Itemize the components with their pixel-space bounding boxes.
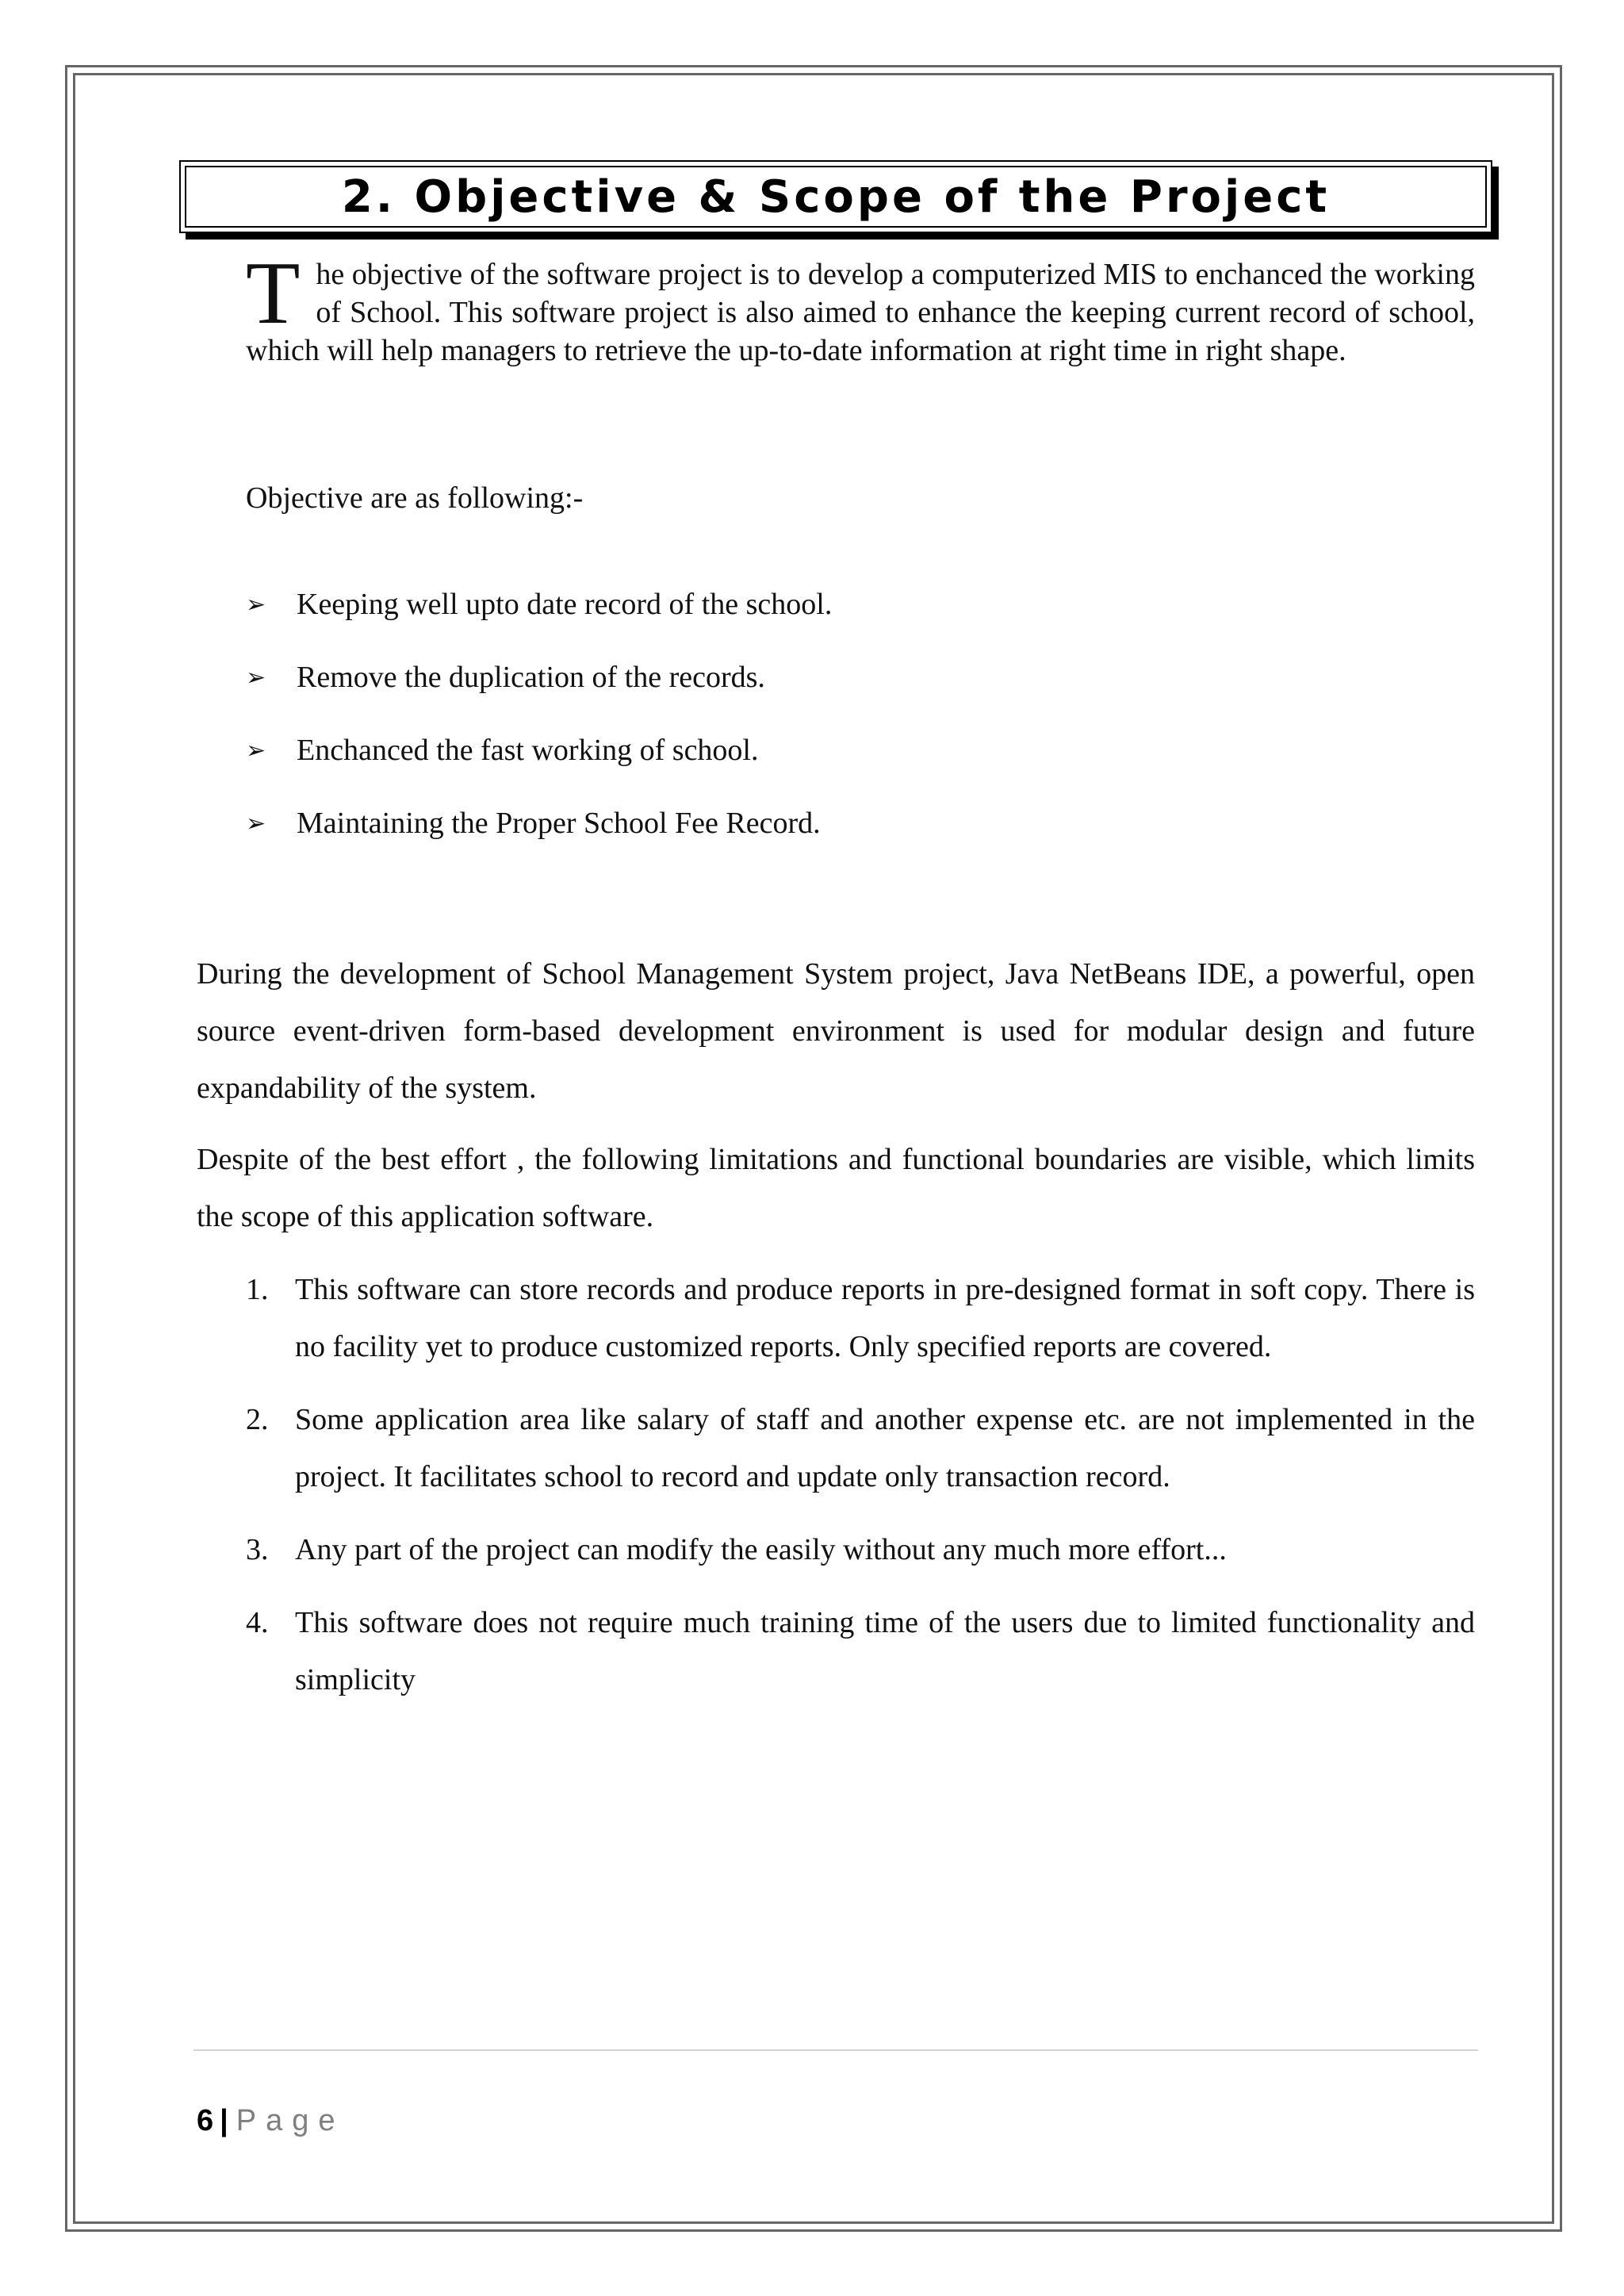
arrow-right-icon: ➢ <box>246 736 266 765</box>
list-item-text: Some application area like salary of staff and another expense etc. are not implemented in the project. It facilitates school to record and update only transaction record. <box>295 1403 1475 1493</box>
page-number: 6 <box>197 2104 214 2137</box>
arrow-right-icon: ➢ <box>246 590 266 619</box>
list-item-text: This software can store records and produce reports in pre-designed format in soft copy. There is no facility yet to produce customized reports. Only specified reports are covered. <box>295 1273 1475 1363</box>
list-item-text: Maintaining the Proper School Fee Record. <box>297 807 821 840</box>
list-item-text: Remove the duplication of the records. <box>297 661 765 694</box>
arrow-right-icon: ➢ <box>246 663 266 692</box>
objectives-heading: Objective are as following:- <box>246 481 584 515</box>
list-item-text: Keeping well upto date record of the school. <box>297 588 833 621</box>
drop-cap: T <box>246 244 301 343</box>
list-item <box>246 658 1475 696</box>
list-item-number: 3. <box>246 1533 269 1566</box>
list-item <box>246 1391 1475 1505</box>
footer-separator: | <box>220 2104 228 2137</box>
page-footer <box>197 2102 345 2140</box>
limitations-intro-paragraph: Despite of the best effort , the following limitations and functional boundaries are visible, which limits the scope of this application software. <box>197 1143 1475 1233</box>
footer-divider <box>193 2049 1478 2051</box>
development-paragraph: During the development of School Management System project, Java NetBeans IDE, a powerful, open source event-driven form-based development environment is used for modular design and future expandability of the system. <box>197 957 1475 1105</box>
list-item-text: This software does not require much training time of the users due to limited functionality and simplicity <box>295 1606 1475 1696</box>
list-item <box>246 731 1475 769</box>
list-item-number: 4. <box>246 1606 269 1639</box>
limitations-list <box>246 1261 1475 1724</box>
heading-box <box>179 160 1492 233</box>
list-item-text: Any part of the project can modify the easily without any much more effort... <box>295 1533 1227 1566</box>
list-item <box>246 1261 1475 1375</box>
list-item <box>246 585 1475 623</box>
page-title: 2. Objective & Scope of the Project <box>341 171 1331 223</box>
intro-paragraph <box>246 244 1475 370</box>
intro-text: he objective of the software project is to develop a computerized MIS to enchanced the working of School. This software project is also aimed to enhance the keeping current record of school, which will help managers to retrieve the up-to-date information at right time in right shape. <box>246 258 1475 367</box>
list-item-number: 2. <box>246 1403 269 1436</box>
list-item <box>246 1594 1475 1708</box>
list-item-number: 1. <box>246 1273 269 1306</box>
arrow-right-icon: ➢ <box>246 809 266 838</box>
page-label: Page <box>236 2104 345 2137</box>
list-item <box>246 804 1475 842</box>
objectives-list <box>246 585 1475 877</box>
list-item-text: Enchanced the fast working of school. <box>297 734 759 767</box>
list-item <box>246 1521 1475 1578</box>
